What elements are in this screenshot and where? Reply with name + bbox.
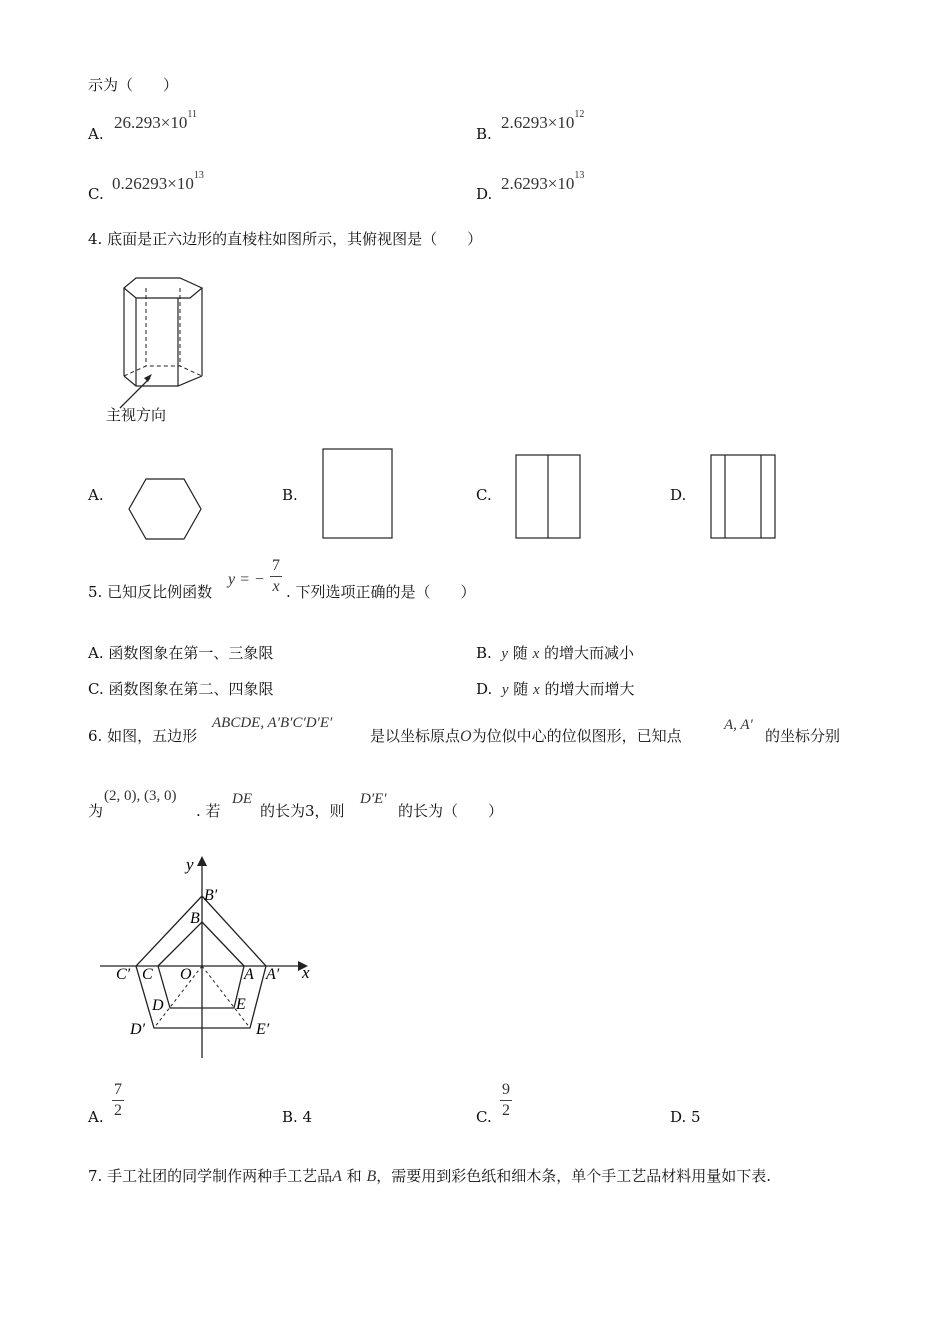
q3-option-c-label: C. (88, 185, 104, 203)
q6-option-b[interactable]: B. 4 (282, 1108, 313, 1126)
q5-fraction-denominator: x (272, 578, 280, 595)
q5-stem-pre: 5. 已知反比例函数 (88, 583, 213, 601)
label-E: E (236, 996, 246, 1013)
q4-option-b-label[interactable]: B. (282, 486, 298, 504)
q4-option-a-label[interactable]: A. (88, 486, 104, 504)
q5-option-c[interactable]: C. 函数图象在第二、四象限 (88, 680, 274, 698)
q6-stem-line1-tail: 的坐标分别 (765, 727, 841, 745)
q6-pentagon-names: ABCDE, A′B′C′D′E′ (212, 715, 333, 731)
q3-option-d-label: D. (476, 185, 493, 203)
q5-function-fraction (270, 558, 282, 595)
q4-option-d-label[interactable]: D. (670, 486, 687, 504)
q6-segment-de: DE (232, 791, 252, 807)
q3-option-c[interactable] (88, 187, 104, 202)
q6-similar-pentagons-figure (96, 852, 326, 1062)
view-direction-label: 主视方向 (106, 406, 167, 424)
q4-option-a-hexagon (126, 476, 204, 542)
pentagon-inner (158, 922, 244, 1008)
q3-stem-tail: 示为（ ） (88, 76, 179, 94)
q4-option-c-label[interactable]: C. (476, 486, 492, 504)
q4-stem: 4. 底面是正六边形的直棱柱如图所示，其俯视图是（ ） (88, 230, 483, 248)
q6-stem-line1-mid: 是以坐标原点O为位似中心的位似图形，已知点 (370, 727, 682, 745)
prism-top-face (124, 278, 202, 298)
q4-option-b-rectangle (322, 448, 394, 540)
q6-segment-d1e1: D′E′ (360, 791, 387, 807)
q3-option-b-label: B. (476, 125, 492, 143)
y-axis-arrowhead (197, 856, 207, 866)
q6-option-a-label[interactable]: A. (88, 1108, 104, 1126)
q5-stem-post: . 下列选项正确的是（ ） (286, 583, 476, 601)
q6-option-c-label[interactable]: C. (476, 1108, 492, 1126)
q6-stem-line1: 6. 如图，五边形 (88, 727, 198, 745)
q3-option-a[interactable] (88, 127, 104, 142)
q3-option-a-label: A. (88, 125, 104, 143)
q4-option-c-rectangle-split (515, 454, 583, 540)
q5-option-d[interactable]: D. y 随 x 的增大而增大 (476, 680, 635, 698)
label-C: C (142, 966, 153, 983)
label-A1: A′ (266, 966, 280, 983)
label-O: O (180, 966, 192, 983)
q6-coordinates: (2, 0), (3, 0) (104, 788, 177, 804)
q5-option-a[interactable]: A. 函数图象在第一、三象限 (88, 644, 274, 662)
q3-option-d-value: $2.6293\times 10^{13}$ (501, 170, 585, 193)
label-y: y (186, 855, 194, 874)
q5-option-b[interactable]: B. y 随 x 的增大而减小 (476, 644, 635, 662)
view-direction-arrow (120, 378, 150, 408)
q6-option-d[interactable]: D. 5 (670, 1108, 701, 1126)
label-D: D (152, 997, 164, 1014)
q6-option-a-fraction: 7 2 (114, 1081, 122, 1119)
label-E1: E′ (256, 1021, 270, 1038)
label-B1: B′ (204, 887, 218, 904)
q7-stem: 7. 手工社团的同学制作两种手工艺品A 和 B，需要用到彩色纸和细木条，单个手工艺品材料用量如下表. (88, 1167, 772, 1185)
q3-option-b[interactable] (476, 127, 492, 142)
label-B: B (190, 910, 200, 927)
q6-stem-line2-mid: . 若 (196, 802, 221, 820)
q6-option-c-fraction: 9 2 (502, 1081, 510, 1119)
label-D1: D′ (130, 1021, 146, 1038)
q6-points-a: A, A′ (724, 717, 753, 733)
q5-fraction-numerator: 7 (272, 557, 280, 574)
view-direction-arrowhead (144, 374, 152, 382)
q3-option-c-value: $0.26293\times 10^{13}$ (112, 170, 204, 193)
q6-stem-line2-pre: 为 (88, 802, 104, 820)
q6-stem-line2-tail: 的长为（ ） (398, 802, 504, 820)
q3-option-a-value: $26.293\times 10^{11}$ (114, 109, 197, 132)
q3-option-d[interactable] (476, 187, 492, 202)
q4-option-d-rectangle-three (710, 454, 778, 540)
label-x: x (302, 963, 310, 982)
q6-stem-line2-mid2: 的长为3，则 (260, 802, 345, 820)
label-C1: C′ (116, 966, 131, 983)
q5-function-lhs: y = − (228, 571, 265, 588)
label-A: A (244, 966, 254, 983)
q3-option-b-value: $2.6293\times 10^{12}$ (501, 109, 585, 132)
